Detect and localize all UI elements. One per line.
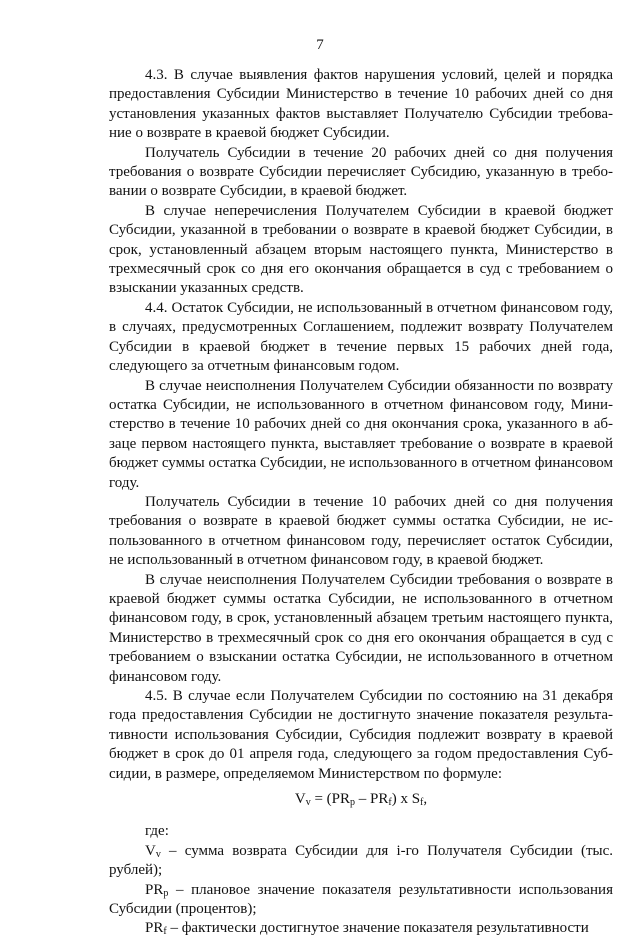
page-number: 7 <box>316 37 324 53</box>
formula: $V_v = (PR_p - PR_f)$ x $S_f$, <box>294 791 428 809</box>
where-label: где: <box>145 823 169 840</box>
paragraph-return-term: Получатель Субсидии в течение 20 рабочих дней со дня получения требования о возврате Субсидии перечисляет Субсидию, указанную в требовании о возврате Субсидии, в краевой бюджет. <box>109 144 613 200</box>
paragraph-remainder-court: В случае неисполнения Получателем Субсидии требования о возврате в краевой бюджет суммы остатка Субсидии, не использованного в отчетном финансовом году, в срок, установленный абзацем третьим настоящего пункта, Министерство в трехмесячный срок со дня его окончания обращается в суд с требованием о взыскании остатка Субсидии, не использованного в отчетном финансовом году. <box>109 571 613 685</box>
paragraph-4-4: 4.4. Остаток Субсидии, не использованный в отчетном финансовом году, в случаях, предусмотренных Соглашением, подлежит возврату Получателем Субсидии в краевой бюджет в течение первых 15 рабочих дней года, следующего за отчетным финансовым годом. <box>109 299 613 375</box>
definition-prp: $PR_p$ – плановое значение показателя результативности использования Субсидии (процентов); <box>109 881 613 918</box>
definition-prf: $PR_f$ – фактически достигнутое значение показателя результативности <box>145 920 589 938</box>
paragraph-remainder-requirement: В случае неисполнения Получателем Субсидии обязанности по возврату остатка Субсидии, не использованного в отчетном финансовом году, Министерство в течение 10 рабочих дней со дня окончания срока, указанного в абзаце первом настоящего пункта, выставляет требование о возврате в краевой бюджет суммы остатка Субсидии, не использованного в отчетном финансовом году. <box>109 377 613 491</box>
paragraph-court-claim: В случае неперечисления Получателем Субсидии в краевой бюджет Субсидии, указанной в требовании о возврате в краевой бюджет Субсидии, в срок, установленный абзацем вторым настоящего пункта, Министерство в трехмесячный срок со дня его окончания обращается в суд с требованием о взыскании указанных средств. <box>109 202 613 297</box>
document-body <box>109 66 613 939</box>
paragraph-4-3: 4.3. В случае выявления фактов нарушения условий, целей и порядка предоставления Субсидии Министерство в течение 10 рабочих дней со дня установления указанных фактов выставляет Получателю Субсидии требование о возврате в краевой бюджет Субсидии. <box>109 67 613 142</box>
paragraph-remainder-transfer: Получатель Субсидии в течение 10 рабочих дней со дня получения требования о возврате в краевой бюджет суммы остатка Субсидии, не использованного в отчетном финансовом году, перечисляет остаток Субсидии, не использованный в отчетном финансовом году, в краевой бюджет. <box>109 493 613 569</box>
paragraph-4-5: 4.5. В случае если Получателем Субсидии по состоянию на 31 декабря года предоставления Субсидии не достигнуто значение показателя результативности использования Субсидии, Субсидия подлежит возврату в краевой бюджет в срок до 01 апреля года, следующего за годом предоставления Субсидии, в размере, определяемом Министерством по формуле: <box>109 688 613 782</box>
definition-vv: $V_v$ – сумма возврата Субсидии для i-го Получателя Субсидии (тыс. рублей); <box>109 842 613 879</box>
